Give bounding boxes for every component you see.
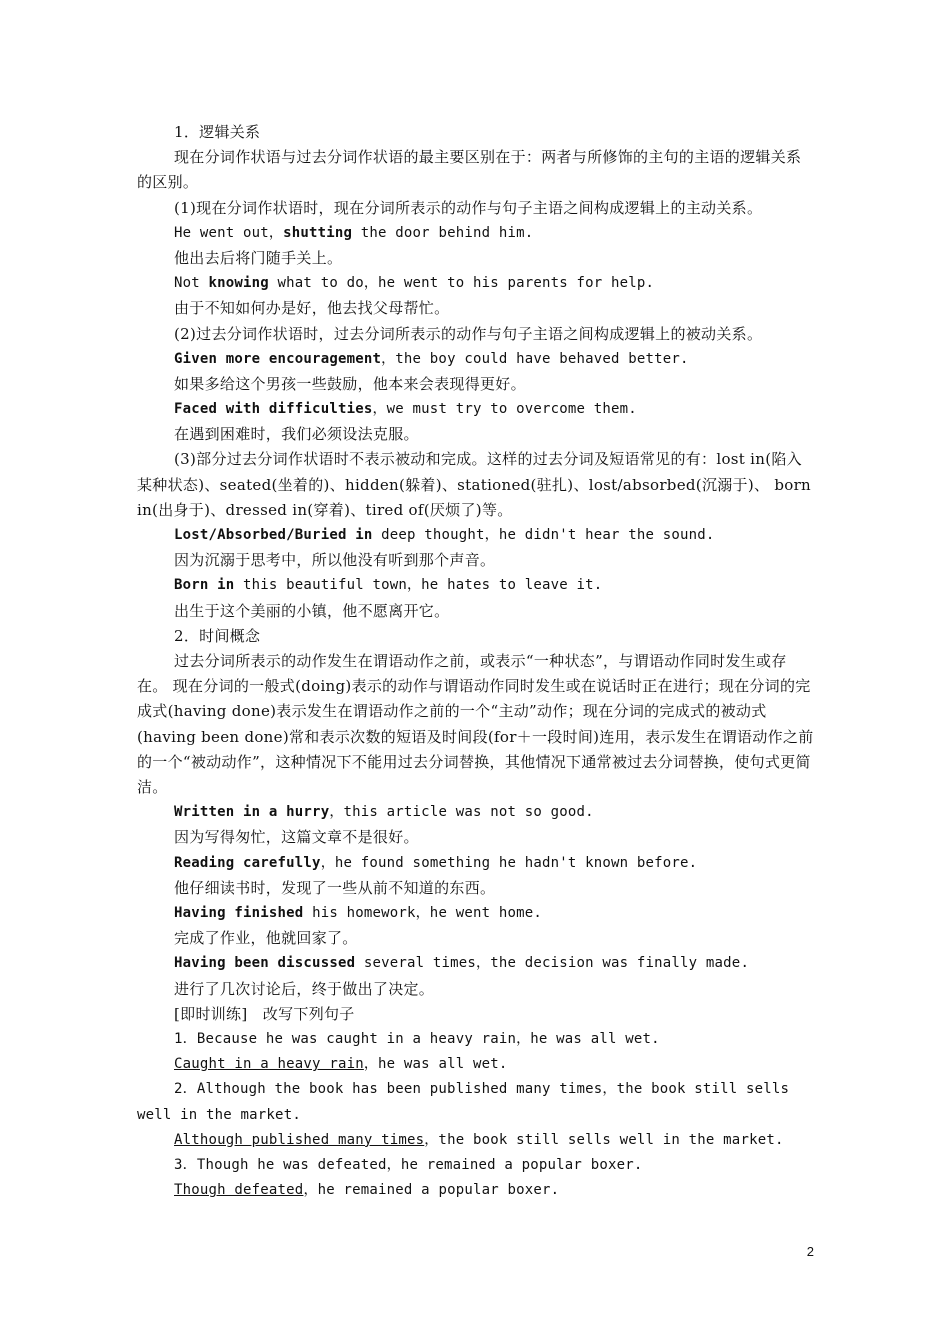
practice-answer-3 — [137, 1178, 815, 1203]
example-2-translation: 由于不知如何办是好，他去找父母帮忙。 — [174, 299, 450, 318]
example-text: this beautiful town，he hates to leave it. — [234, 577, 603, 594]
example-highlight: Born in — [174, 577, 235, 594]
practice-answer-1 — [137, 1052, 815, 1077]
answer-underlined: Although published many times — [174, 1131, 425, 1148]
example-9 — [137, 901, 815, 926]
example-text: what to do，he went to his parents for help. — [268, 275, 655, 292]
example-4 — [137, 397, 815, 422]
example-text: ，we must try to overcome them. — [372, 401, 637, 418]
example-6-translation: 出生于这个美丽的小镇，他不愿离开它。 — [174, 601, 450, 620]
example-1 — [137, 221, 815, 246]
answer-underlined: Caught in a heavy rain — [174, 1056, 364, 1073]
example-text: ，this article was not so good. — [329, 804, 594, 821]
answer-text: ，the book still sells well in the market. — [424, 1131, 784, 1148]
section-2-heading: 2．时间概念 — [174, 626, 261, 645]
example-3-translation: 如果多给这个男孩一些鼓励，他本来会表现得更好。 — [174, 374, 526, 393]
example-text: Not — [174, 275, 209, 292]
example-highlight: Having finished — [174, 904, 304, 921]
example-highlight: shutting — [283, 224, 353, 241]
example-highlight: Given more encouragement — [174, 350, 382, 367]
example-text: several times，the decision was finally made. — [355, 955, 750, 972]
practice-question-1: 1．Because he was caught in a heavy rain，he was all wet. — [174, 1030, 660, 1047]
example-5-translation: 因为沉溺于思考中，所以他没有听到那个声音。 — [174, 551, 496, 570]
example-text: his homework，he went home. — [303, 904, 542, 921]
example-7-translation: 因为写得匆忙，这篇文章不是很好。 — [174, 828, 419, 847]
example-text: deep thought，he didn't hear the sound. — [372, 527, 715, 544]
example-8 — [137, 851, 815, 876]
example-highlight: Written in a hurry — [174, 804, 330, 821]
answer-underlined: Though defeated — [174, 1182, 304, 1199]
practice-answer-2 — [137, 1128, 815, 1153]
example-text: ，the boy could have behaved better. — [381, 350, 689, 367]
section-1-intro: 现在分词作状语与过去分词作状语的最主要区别在于：两者与所修饰的主句的主语的逻辑关系的区别。 — [137, 148, 802, 192]
example-highlight: Lost/Absorbed/Buried in — [174, 527, 373, 544]
example-highlight: Reading carefully — [174, 854, 321, 871]
example-1-translation: 他出去后将门随手关上。 — [174, 248, 343, 267]
example-text: ，he found something he hadn't known before. — [320, 854, 698, 871]
practice-question-3: 3．Though he was defeated，he remained a popular boxer. — [174, 1156, 643, 1173]
example-8-translation: 他仔细读书时，发现了一些从前不知道的东西。 — [174, 878, 496, 897]
example-10-translation: 进行了几次讨论后，终于做出了决定。 — [174, 979, 435, 998]
example-highlight: knowing — [208, 275, 269, 292]
answer-text: ，he remained a popular boxer. — [303, 1182, 560, 1199]
example-7 — [137, 800, 815, 825]
example-text: the door behind him. — [352, 224, 534, 241]
example-2 — [137, 271, 815, 296]
example-6 — [137, 573, 815, 598]
example-3 — [137, 347, 815, 372]
rule-3: (3)部分过去分词作状语时不表示被动和完成。这样的过去分词及短语常见的有：lost in(陷入某种状态)、seated(坐着的)、hidden(躲着)、stationed(驻扎)、lost/absorbed(沉溺于)、 born in(出身于)、dressed in(穿着)、tired of(厌烦了)等。 — [137, 450, 812, 519]
answer-text: ，he was all wet. — [363, 1056, 508, 1073]
example-highlight: Faced with difficulties — [174, 401, 373, 418]
example-9-translation: 完成了作业，他就回家了。 — [174, 929, 358, 948]
rule-2: (2)过去分词作状语时，过去分词所表示的动作与句子主语之间构成逻辑上的被动关系。 — [174, 324, 763, 343]
example-10 — [137, 951, 815, 976]
section-2-intro: 过去分词所表示的动作发生在谓语动作之前，或表示“一种状态”，与谓语动作同时发生或存在。 现在分词的一般式(doing)表示的动作与谓语动作同时发生或在说话时正在进行；现在分词的完成式(having done)表示发生在谓语动作之前的一个“主动”动作；现在分词的完成式的被动式(having been done)常和表示次数的短语及时间段(for＋一段时间)连用，表示发生在谓语动作之前的一个“被动动作”，这种情况下不能用过去分词替换，其他情况下通常被过去分词替换，使句式更简洁。 — [137, 652, 814, 797]
section-1-heading: 1．逻辑关系 — [174, 123, 261, 141]
document-body — [137, 120, 815, 1203]
practice-question-2: 2．Although the book has been published many times，the book still sells well in the market. — [137, 1081, 790, 1123]
example-highlight: Having been discussed — [174, 955, 356, 972]
example-text: He went out， — [174, 224, 284, 241]
example-4-translation: 在遇到困难时，我们必须设法克服。 — [174, 425, 419, 444]
page-number: 2 — [806, 1244, 814, 1259]
rule-1: (1)现在分词作状语时，现在分词所表示的动作与句子主语之间构成逻辑上的主动关系。 — [174, 198, 763, 217]
practice-heading: [即时训练] 改写下列句子 — [174, 1004, 355, 1023]
example-5 — [137, 523, 815, 548]
